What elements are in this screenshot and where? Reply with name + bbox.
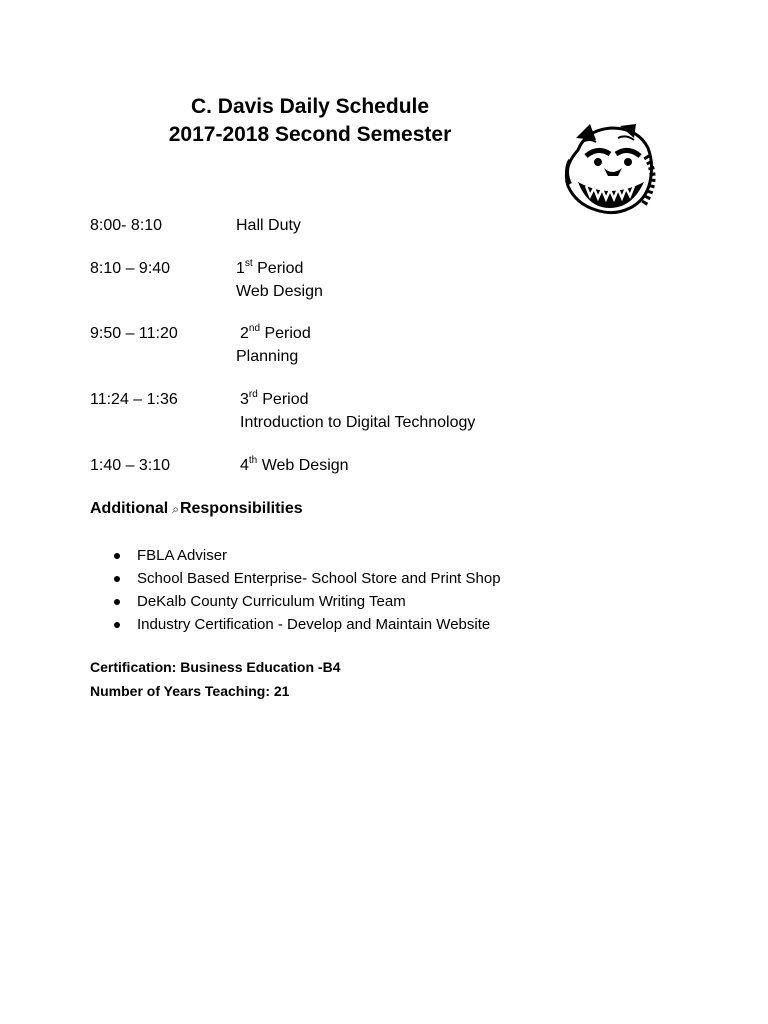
schedule-time: 8:10 – 9:40 — [90, 260, 171, 277]
list-item: DeKalb County Curriculum Writing Team — [112, 590, 501, 613]
title-line-2: 2017-2018 Second Semester — [168, 123, 452, 146]
schedule-period: 3rd Period — [240, 388, 309, 408]
bulldog-mascot-icon — [556, 116, 662, 220]
title-line-1: C. Davis Daily Schedule — [190, 95, 430, 118]
schedule-time: 11:24 – 1:36 — [90, 391, 178, 408]
schedule-activity: Hall Duty — [236, 217, 301, 234]
schedule-course: Planning — [236, 348, 299, 365]
search-glyph-icon: ⌕ — [172, 502, 179, 516]
list-item: School Based Enterprise- School Store and Print Shop — [112, 567, 501, 590]
schedule-time: 1:40 – 3:10 — [90, 457, 171, 474]
years-teaching-line: Number of Years Teaching: 21 — [90, 683, 290, 699]
schedule-course: Web Design — [236, 283, 323, 300]
schedule-course: Introduction to Digital Technology — [240, 414, 476, 431]
list-item: FBLA Adviser — [112, 544, 501, 567]
schedule-period: 2nd Period — [240, 322, 311, 342]
schedule-period: 1st Period — [236, 257, 304, 277]
schedule-time: 8:00- 8:10 — [90, 217, 163, 234]
list-item: Industry Certification - Develop and Maintain Website — [112, 613, 501, 636]
schedule-time: 9:50 – 11:20 — [90, 325, 178, 342]
responsibilities-heading: Additional ⌕Responsibilities — [90, 500, 303, 517]
certification-line: Certification: Business Education -B4 — [90, 659, 341, 675]
schedule-period: 4th Web Design — [240, 454, 349, 474]
responsibilities-list — [112, 544, 501, 636]
